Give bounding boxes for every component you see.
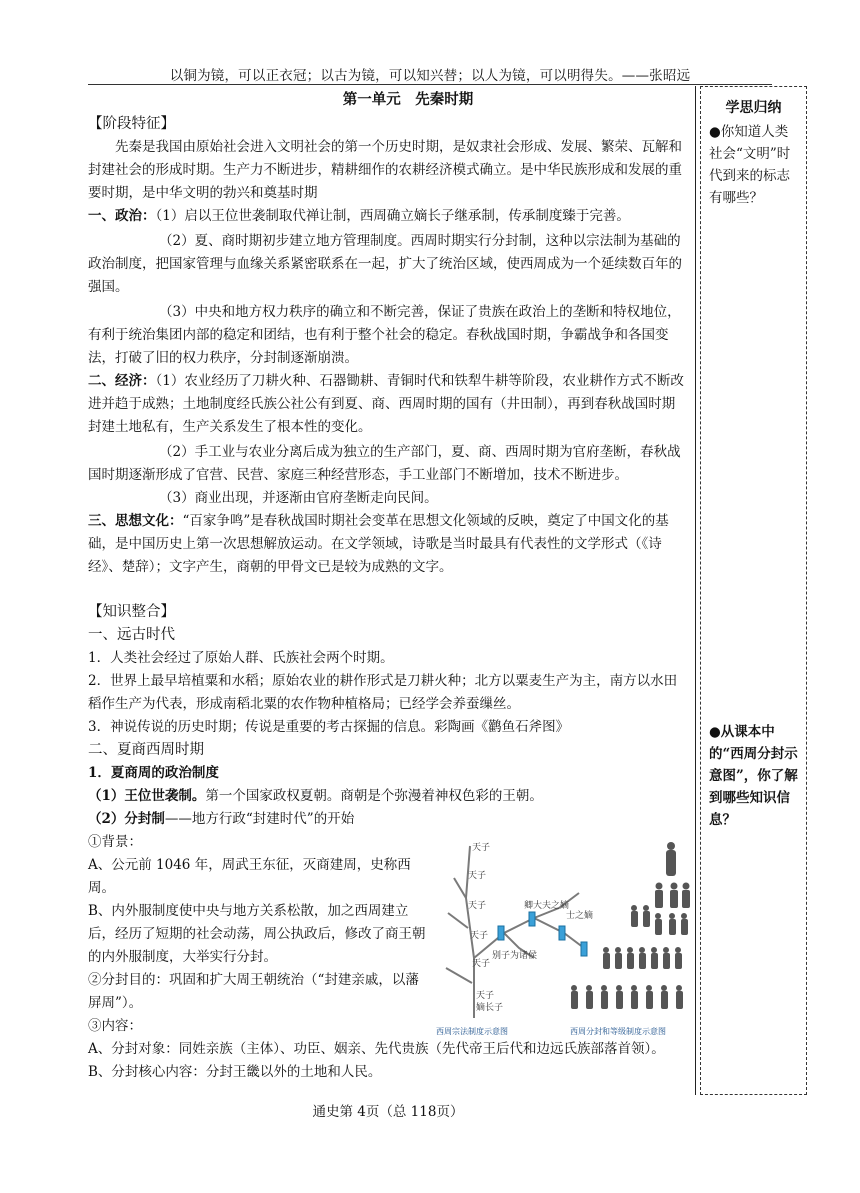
ancient-1: 1．人类社会经过了原始人群、氏族社会两个时期。 xyxy=(88,650,394,666)
commoner-figure xyxy=(661,985,668,1009)
tree-label: 天子 xyxy=(468,871,487,881)
hereditary-text: 第一个国家政权夏朝。商朝是个弥漫着神权色彩的王朝。 xyxy=(205,788,543,804)
tree-label: 士之嫡 xyxy=(566,911,594,921)
tree-label: 天子 xyxy=(476,991,495,1001)
commoner-figure xyxy=(601,985,608,1009)
tree-label: 嫡长子 xyxy=(476,1003,504,1013)
ancient-2: 2．世界上最早培植粟和水稻；原始农业的耕作形式是刀耕火种；北方以粟麦生产为主，南方以水田稻作生产为代表，形成南稻北粟的农作物种植格局；已经学会养蚕缫丝。 xyxy=(88,673,678,712)
culture-label: 三、思想文化： xyxy=(88,513,183,529)
stage-heading: 【阶段特征】 xyxy=(88,116,175,132)
caption-right: 西周分封和等级制度示意图 xyxy=(570,1027,666,1036)
sidebar-question-2: ●从课本中的“西周分封示意图”，你了解到哪些知识信息？ xyxy=(709,724,798,828)
noble-figure xyxy=(655,883,663,909)
official-figure xyxy=(655,913,662,935)
commoner-figure xyxy=(571,985,578,1009)
ancient-3: 3．神说传说的历史时期；传说是重要的考古探掘的信息。彩陶画《鹳鱼石斧图》 xyxy=(88,719,570,735)
content-a: A、分封对象：同姓亲族（主体）、功臣、姻亲、先代贵族（先代帝王后代和边远氏族部落首领）。 xyxy=(88,1041,665,1057)
zhou-diagram-svg xyxy=(434,838,694,1040)
culture-text: “百家争鸣”是春秋战国时期社会变革在思想文化领域的反映，奠定了中国文化的基础，是中国历史上第一次思想解放运动。在文学领域，诗歌是当时最具有代表性的文学形式（《诗经》、楚辞）；文字产生，商朝的甲骨文已是较为成熟的文字。 xyxy=(88,513,669,575)
stage-intro: 先秦是我国由原始社会进入文明社会的第一个历史时期，是奴隶社会形成、发展、繁荣、瓦解和封建社会的形成时期。生产力不断进步，精耕细作的农耕经济模式确立。是中华民族形成和发展的重要时期，是中华文明的勃兴和奠基时期 xyxy=(88,139,682,201)
politics-1-text: （1）启以王位世袭制取代禅让制，西周确立嫡长子继承制，传承制度臻于完善。 xyxy=(155,208,630,224)
content: ③内容： xyxy=(88,1018,142,1034)
official-figure xyxy=(631,905,638,927)
commoner-figure xyxy=(586,985,593,1009)
content-b: B、分封核心内容：分封王畿以外的土地和人民。 xyxy=(88,1064,382,1080)
hierarchy-figures xyxy=(571,842,690,1009)
commoner-figure xyxy=(631,985,638,1009)
official-figure xyxy=(681,913,688,935)
background-a: A、公元前 1046 年，周武王东征，灭商建周，史称西周。 xyxy=(88,857,411,896)
tree-label: 卿大夫之嫡 xyxy=(524,901,570,911)
economy-2: （2）手工业与农业分离后成为独立的生产部门，夏、商、西周时期为官府垄断，春秋战国时期逐渐形成了官营、民营、家庭三种经营形态，手工业部门不断增加，技术不断进步。 xyxy=(88,444,681,483)
unit-title: 第一单元 先秦时期 xyxy=(342,91,474,108)
page-footer: 通史第 4页（总 118页） xyxy=(312,1104,464,1120)
shi-figure xyxy=(651,947,658,969)
hereditary-label: （1）王位世袭制。 xyxy=(88,788,206,804)
king-figure xyxy=(666,842,676,876)
politics-label: 一、政治： xyxy=(88,208,156,224)
shi-figure xyxy=(639,947,646,969)
tree-label: 天子 xyxy=(470,931,489,941)
official-figure xyxy=(643,905,650,927)
politics-1 xyxy=(88,205,688,228)
politics-3: （3）中央和地方权力秩序的确立和不断完善，保证了贵族在政治上的垄断和特权地位，有利于统治集团内部的稳定和团结，也有利于整个社会的稳定。春秋战国时期，争霸战争和各国变法，打破了旧的权力秩序，分封制逐渐崩溃。 xyxy=(88,304,681,366)
sidebar-question-1: ●你知道人类社会“文明”时代到来的标志有哪些？ xyxy=(709,124,791,206)
section-ancient: 一、远古时代 xyxy=(88,627,175,643)
politics-2: （2）夏、商时期初步建立地方管理制度。西周时期实行分封制，这种以宗法制为基础的政治制度，把国家管理与血缘关系紧密联系在一起，扩大了统治区域，使西周成为一个延续数百年的强国。 xyxy=(88,233,682,295)
sidebar-title: 学思归纳 xyxy=(725,100,782,116)
purpose: ②分封目的：巩固和扩大周王朝统治（“封建亲戚，以藩屏周”）。 xyxy=(88,972,419,1011)
shi-figure xyxy=(627,947,634,969)
commoner-figure xyxy=(646,985,653,1009)
background-b: B、内外服制度使中央与地方关系松散，加之西周建立后，经历了短期的社会动荡，周公执政后，修改了商王朝的内外服制度，大举实行分封。 xyxy=(88,903,426,965)
shi-figure xyxy=(603,947,610,969)
tree-label: 别子为诸侯 xyxy=(492,951,538,961)
knowledge-heading: 【知识整合】 xyxy=(88,604,175,620)
background: ①背景： xyxy=(88,834,142,850)
hereditary-throne xyxy=(88,785,688,808)
tree-label: 天子 xyxy=(472,843,491,853)
zhou-system-figure xyxy=(434,838,694,1040)
economy-label: 二、经济： xyxy=(88,373,156,389)
enfeoffment xyxy=(88,808,688,831)
commoner-figure xyxy=(616,985,623,1009)
sidebar-notes xyxy=(700,86,807,1095)
political-system-heading: 1．夏商周的政治制度 xyxy=(88,765,219,781)
section-xia-shang-zhou: 二、夏商西周时期 xyxy=(88,742,204,758)
noble-figure xyxy=(670,883,678,909)
official-figure xyxy=(669,913,676,935)
noble-figure xyxy=(682,883,690,909)
economy-1-text: （1）农业经历了刀耕火种、石器锄耕、青铜时代和铁犁牛耕等阶段，农业耕作方式不断改进并趋于成熟；土地制度经氏族公社公有到夏、商、西周时期的国有（井田制），再到春秋战国时期封建土地私有，生产关系发生了根本性的变化。 xyxy=(88,373,684,435)
shi-figure xyxy=(615,947,622,969)
tree-label: 天子 xyxy=(468,901,487,911)
header-quote: 以铜为镜，可以正衣冠；以古为镜，可以知兴替；以人为镜，可以明得失。——张昭远 xyxy=(169,68,691,84)
tree-label: 天子 xyxy=(472,959,491,969)
economy-1 xyxy=(88,370,688,439)
shi-figure xyxy=(675,947,682,969)
culture xyxy=(88,510,688,579)
enfeoffment-label: （2）分封制 xyxy=(88,811,165,827)
shi-figure xyxy=(663,947,670,969)
enfeoffment-text: ——地方行政“封建时代”的开始 xyxy=(164,811,355,827)
economy-3: （3）商业出现，并逐渐由官府垄断走向民间。 xyxy=(159,490,438,506)
caption-left: 西周宗法制度示意图 xyxy=(436,1027,508,1036)
commoner-figure xyxy=(676,985,683,1009)
header-rule xyxy=(88,84,772,85)
